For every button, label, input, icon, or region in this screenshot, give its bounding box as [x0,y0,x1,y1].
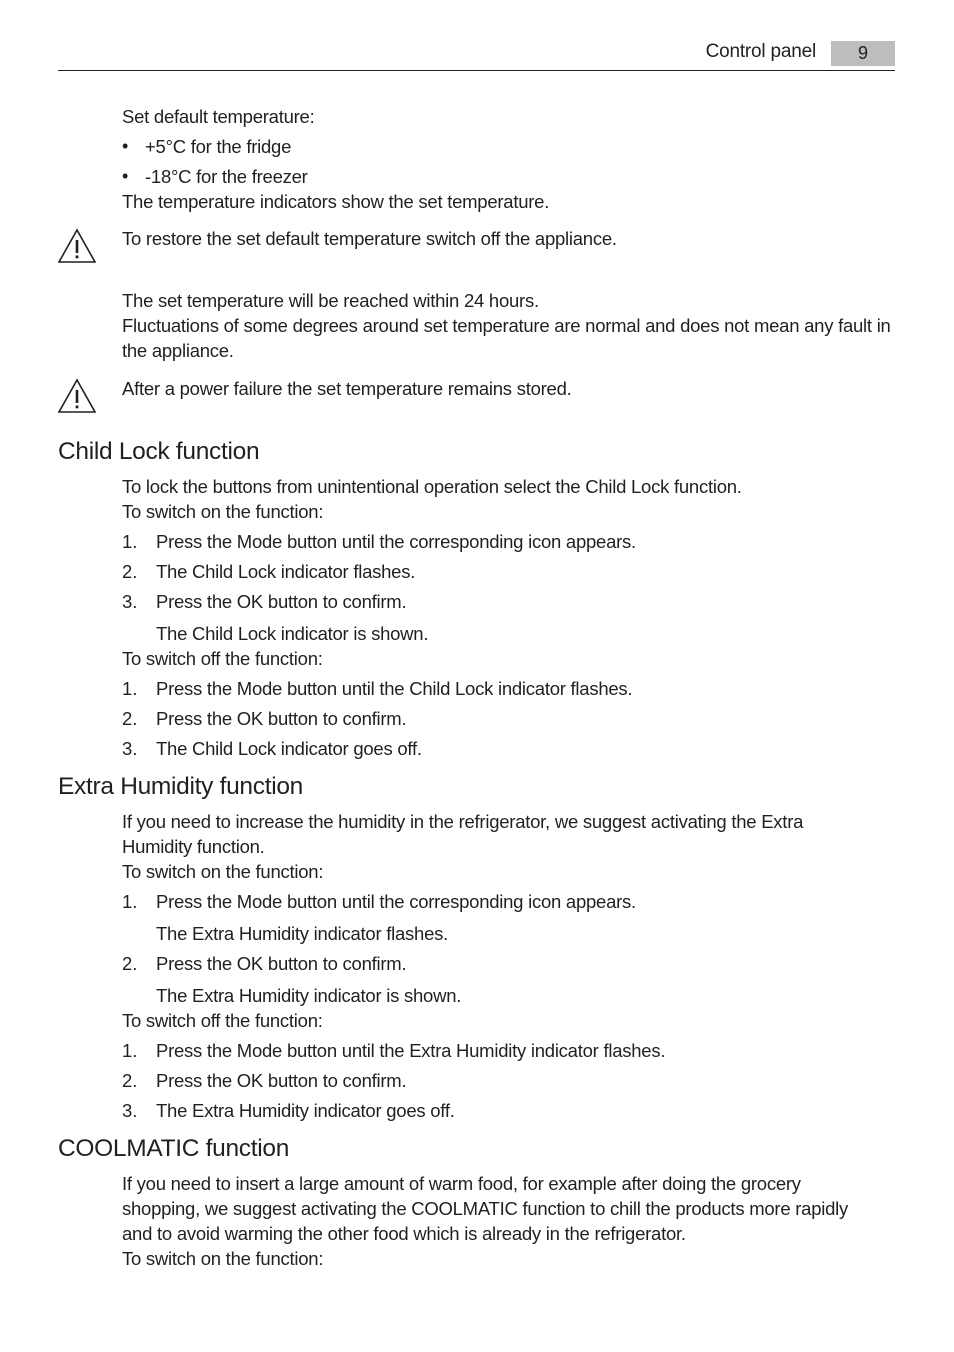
step-number: 3. [122,591,138,612]
running-header-title: Control panel [705,41,816,62]
reach-note: The set temperature will be reached within 24 hours. [122,290,539,311]
step-number: 1. [122,891,138,912]
child-lock-on-label: To switch on the function: [122,501,324,522]
extra-humidity-heading: Extra Humidity function [58,773,304,800]
child-lock-off-step-3: The Child Lock indicator goes off. [156,738,422,759]
fluctuation-note: Fluctuations of some degrees around set temperature are normal and does not mean any fault in the appliance. [122,315,891,361]
child-lock-on-step-1: Press the Mode button until the corresponding icon appears. [156,531,636,552]
extra-humidity-description-line-1: If you need to increase the humidity in the refrigerator, we suggest activating the Extra [122,811,804,832]
extra-humidity-off-step-3: The Extra Humidity indicator goes off. [156,1100,455,1121]
coolmatic-heading: COOLMATIC function [58,1135,290,1162]
header-divider [58,70,895,71]
extra-humidity-on-step-2-result: The Extra Humidity indicator is shown. [156,985,462,1006]
coolmatic-description-line-2: shopping, we suggest activating the COOLMATIC function to chill the products more rapidly [122,1198,848,1219]
step-number: 2. [122,1070,138,1091]
extra-humidity-on-label: To switch on the function: [122,861,324,882]
coolmatic-description-line-1: If you need to insert a large amount of warm food, for example after doing the grocery [122,1173,801,1194]
child-lock-on-result: The Child Lock indicator is shown. [156,623,429,644]
step-number: 1. [122,1040,138,1061]
child-lock-off-step-1: Press the Mode button until the Child Lock indicator flashes. [156,678,633,699]
extra-humidity-on-step-2: Press the OK button to confirm. [156,953,407,974]
step-number: 2. [122,953,138,974]
step-number: 2. [122,561,138,582]
child-lock-on-step-2: The Child Lock indicator flashes. [156,561,416,582]
step-number: 1. [122,531,138,552]
child-lock-off-label: To switch off the function: [122,648,323,669]
indicator-note: The temperature indicators show the set temperature. [122,191,550,212]
step-number: 2. [122,708,138,729]
coolmatic-on-label: To switch on the function: [122,1248,324,1269]
default-temp-label: Set default temperature: [122,106,315,127]
extra-humidity-off-label: To switch off the function: [122,1010,323,1031]
coolmatic-description-line-3: and to avoid warming the other food which is already in the refrigerator. [122,1223,686,1244]
warning-power-failure: After a power failure the set temperature remains stored. [122,378,572,399]
page-number: 9 [831,41,895,66]
child-lock-off-step-2: Press the OK button to confirm. [156,708,407,729]
extra-humidity-description-line-2: Humidity function. [122,836,265,857]
step-number: 3. [122,738,138,759]
extra-humidity-on-step-1: Press the Mode button until the corresponding icon appears. [156,891,636,912]
child-lock-on-step-3: Press the OK button to confirm. [156,591,407,612]
bullet-fridge: +5°C for the fridge [145,136,292,157]
warning-triangle-icon [57,228,97,264]
warning-restore-default: To restore the set default temperature switch off the appliance. [122,228,617,249]
step-number: 3. [122,1100,138,1121]
bullet-dot: • [122,136,129,156]
bullet-freezer: -18°C for the freezer [145,166,308,187]
extra-humidity-on-step-1-result: The Extra Humidity indicator flashes. [156,923,449,944]
extra-humidity-off-step-1: Press the Mode button until the Extra Humidity indicator flashes. [156,1040,666,1061]
step-number: 1. [122,678,138,699]
child-lock-heading: Child Lock function [58,438,260,465]
extra-humidity-off-step-2: Press the OK button to confirm. [156,1070,407,1091]
child-lock-description: To lock the buttons from unintentional operation select the Child Lock function. [122,476,742,497]
warning-triangle-icon [57,378,97,414]
bullet-dot: • [122,166,129,186]
